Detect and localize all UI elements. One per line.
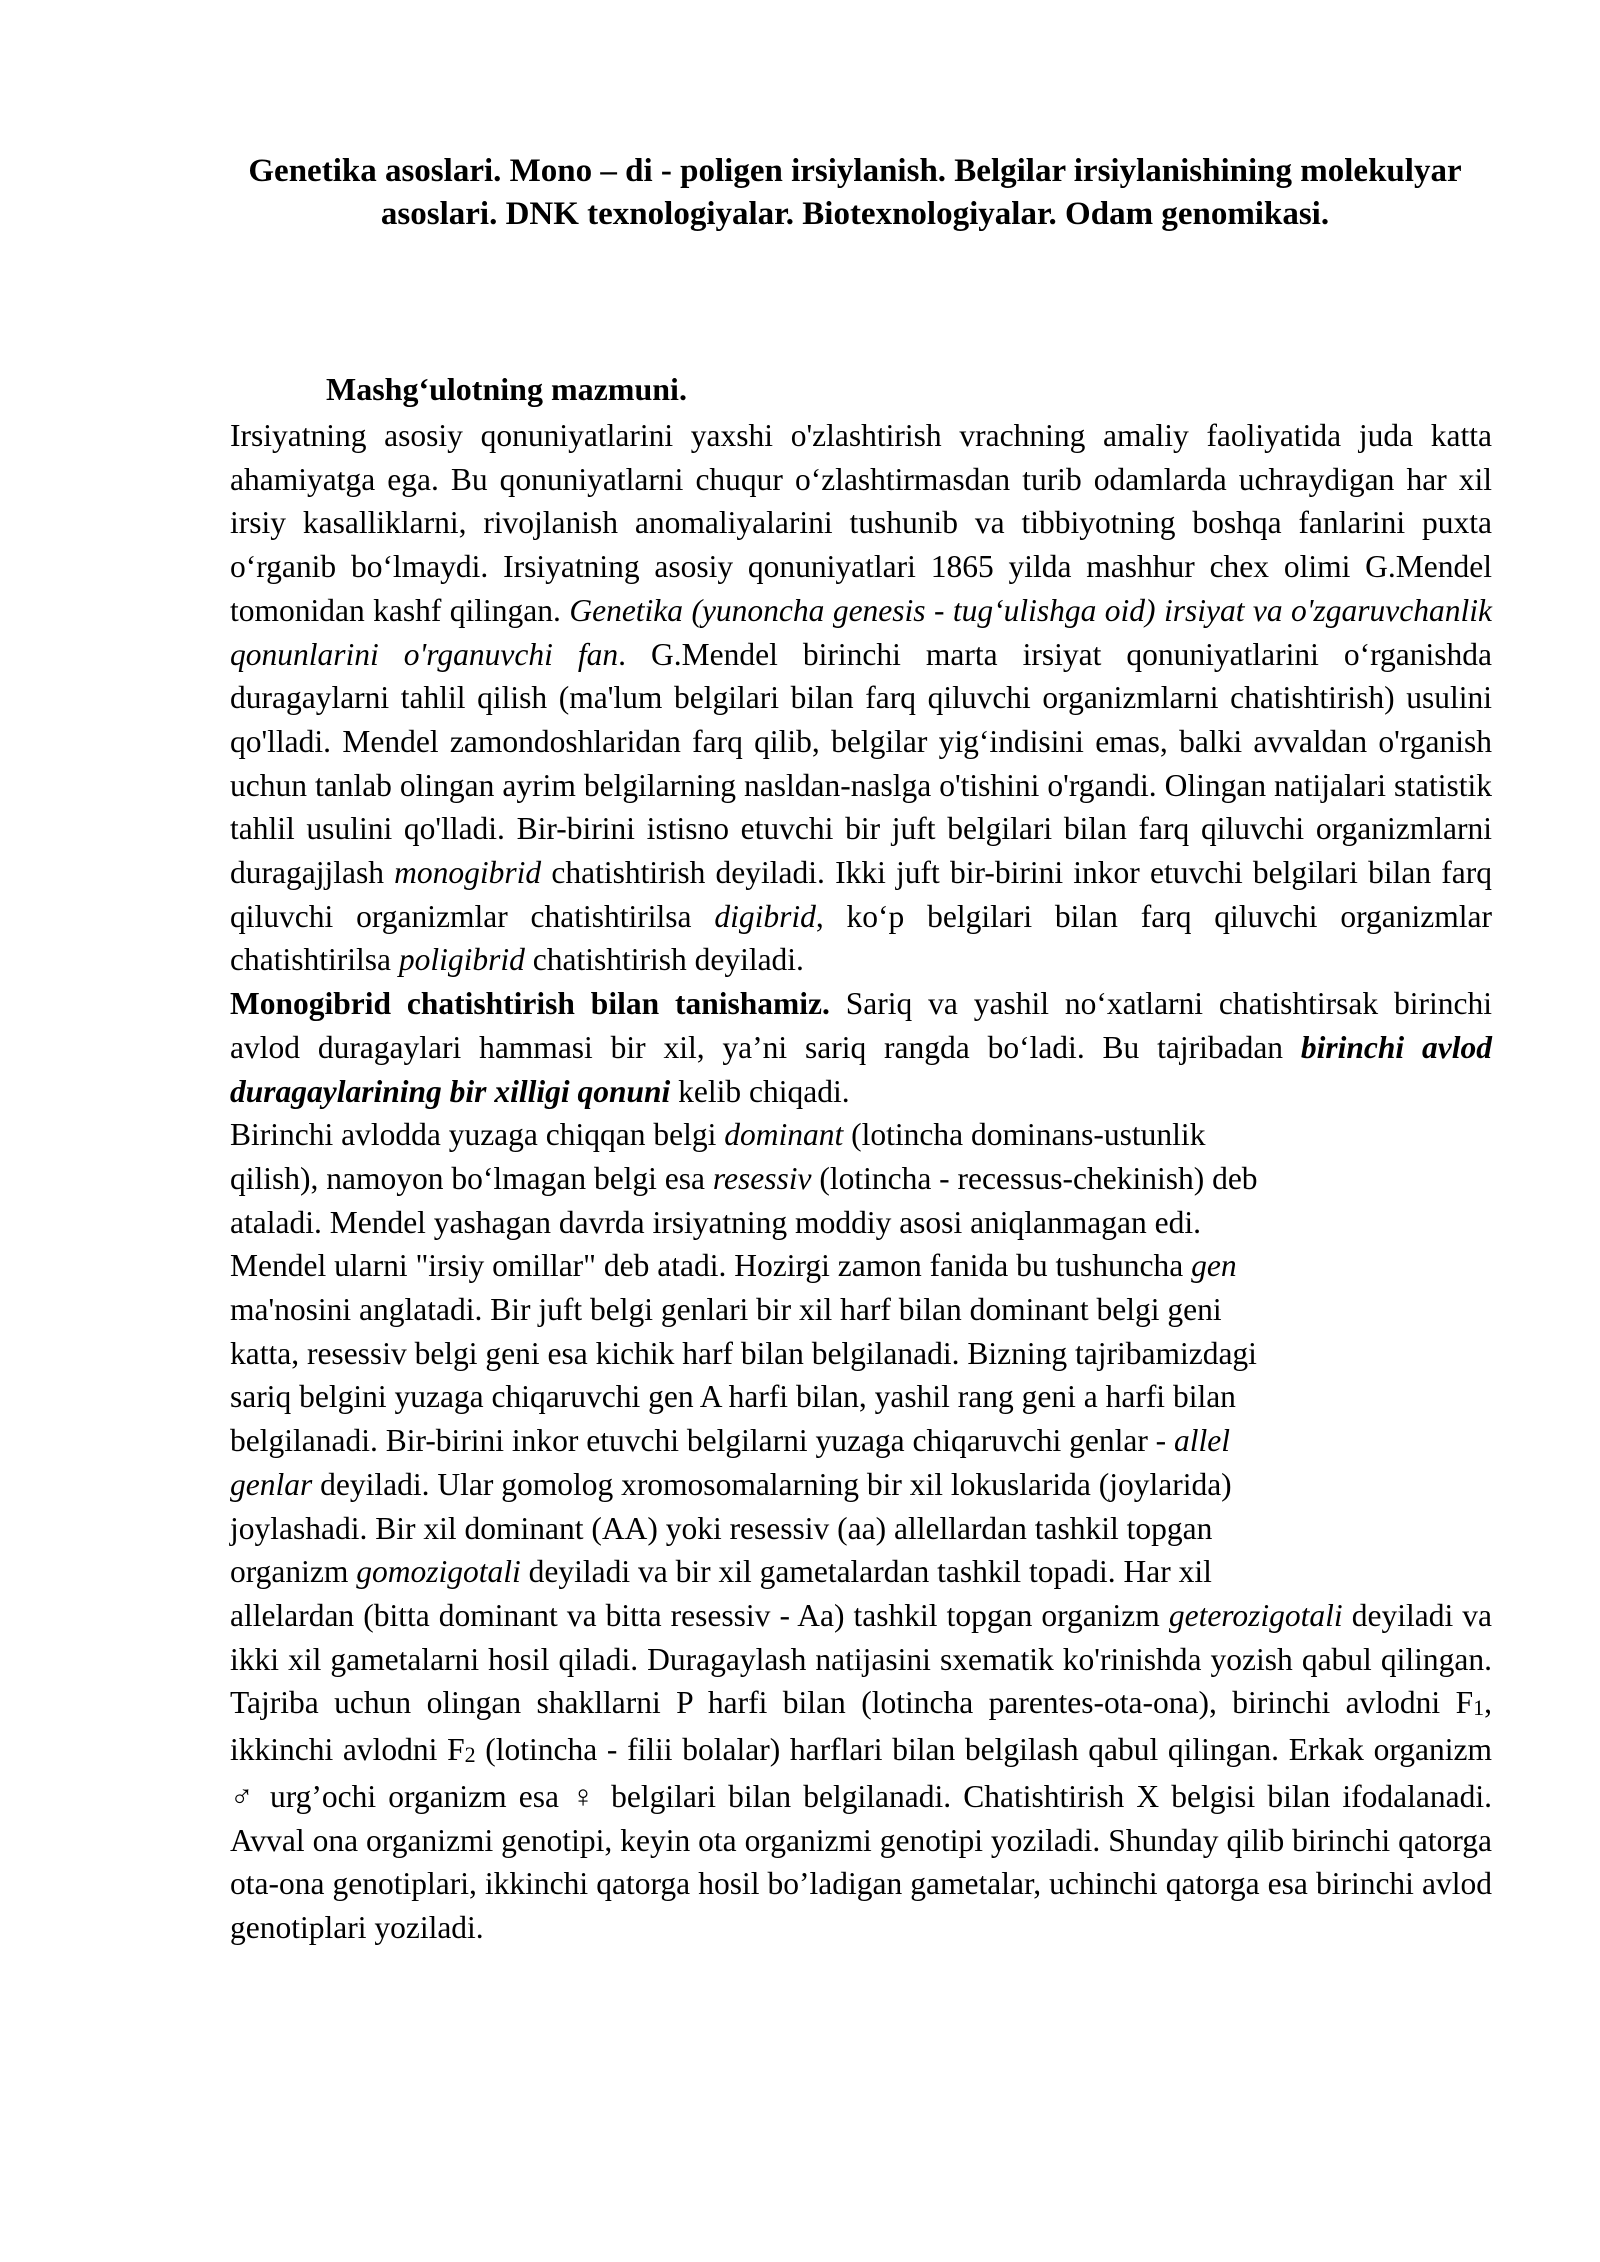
term-gomozigotali: gomozigotali [356, 1554, 521, 1590]
text-run: chatishtirish deyiladi. Ikki juft bir-birini inkor etuvchi belgilari bilan farq qiluvchi organizmlar chatishtirilsa [230, 855, 1492, 934]
term-allel: allel [1174, 1423, 1231, 1459]
document-body [230, 414, 1492, 1950]
text-run: (lotincha - recessus-chekinish) deb [811, 1160, 1258, 1196]
text-run: Sariq va yashil no‘xatlarni chatishtirsak birinchi avlod duragaylari hammasi bir xil, ya’ni sariq rangda bo‘ladi. Bu tajribadan [230, 986, 1492, 1065]
text-run: Irsiyatning asosiy qonuniyatlarini yaxshi o'zlashtirish vrachning amaliy faoliyatida juda katta ahamiyatga ega. Bu qonuniyatlarni chuqur o‘zlashtirmasdan turib odamlarda uchraydigan har xil irsiy kasalliklarni, rivojlanish anomaliyalarini tushunib va tibbiyotning boshqa fanlarini puxta o‘rganib bo‘lmaydi. Irsiyatning asosiy qonuniyatlari 1865 yilda mashhur chex olimi G.Mendel tomonidan kashf qilingan. [230, 418, 1492, 628]
text-run: (lotincha dominans-ustunlik [843, 1117, 1206, 1153]
paragraph-intro [230, 414, 1492, 982]
text-run: allelardan (bitta dominant va bitta resessiv - Aa) tashkil topgan organizm [230, 1597, 1169, 1633]
text-run: belgilanadi. Bir-birini inkor etuvchi belgilarni yuzaga chiqaruvchi genlar - [230, 1423, 1175, 1459]
text-run: deyiladi va ikki xil gametalarni hosil qiladi. Duragaylash natijasini sxematik ko'rinishda yozish qabul qilingan. Tajriba uchun olingan shakllarni P harfi bilan (lotincha parentes-ota-ona), birinchi avlodni F [230, 1597, 1492, 1721]
term-monogibrid: monogibrid [394, 855, 542, 891]
text-run: chatishtirish deyiladi. [524, 942, 804, 978]
paragraph-gen [230, 1244, 1492, 1594]
text-run: Mendel ularni "irsiy omillar" deb atadi. Hozirgi zamon fanida bu tushuncha [230, 1248, 1192, 1284]
subscript-2: 2 [464, 1742, 476, 1768]
term-resessiv: resessiv [712, 1160, 812, 1196]
text-run: qilish), namoyon bo‘lmagan belgi esa [230, 1160, 713, 1196]
text-run: sariq belgini yuzaga chiqaruvchi gen A harfi bilan, yashil rang geni a harfi bilan [230, 1379, 1236, 1415]
genetika-definition: Genetika (yunoncha genesis - tug‘ulishga oid) irsiyat va o'zgaruvchanlik qonunlarini o'rganuvchi fan [230, 592, 1492, 672]
term-gen: gen [1191, 1248, 1237, 1284]
text-run: organizm [230, 1554, 357, 1590]
paragraph-dominant [230, 1113, 1492, 1200]
subscript-1: 1 [1473, 1695, 1485, 1721]
term-geterozigotali: geterozigotali [1168, 1597, 1343, 1633]
paragraph-monogibrid [230, 982, 1492, 1113]
text-run: ataladi. Mendel yashagan davrda irsiyatning moddiy asosi aniqlanmagan edi. [230, 1204, 1201, 1240]
text-run: , ko‘p belgilari bilan farq qiluvchi organizmlar chatishtirilsa [230, 898, 1492, 978]
term-genlar: genlar [230, 1466, 313, 1502]
paragraph-geterozigotali [230, 1594, 1492, 1950]
text-run: , ikkinchi avlodni F [230, 1685, 1492, 1768]
text-run: joylashadi. Bir xil dominant (AA) yoki resessiv (aa) allellardan tashkil topgan [230, 1510, 1213, 1546]
text-run: Birinchi avlodda yuzaga chiqqan belgi [230, 1117, 725, 1153]
term-digibrid: digibrid [714, 898, 816, 934]
text-run: ma'nosini anglatadi. Bir juft belgi genlari bir xil harf bilan dominant belgi geni [230, 1292, 1222, 1328]
paragraph-mendel-era [230, 1201, 1492, 1245]
term-poligibrid: poligibrid [398, 942, 525, 978]
text-run: deyiladi. Ular gomolog xromosomalarning bir xil lokuslarida (joylarida) [312, 1466, 1232, 1502]
term-first-law: birinchi avlod duragaylarining bir xilligi qonuni [230, 1029, 1492, 1109]
document-title: Genetika asoslari. Mono – di - poligen irsiylanish. Belgilar irsiylanishining molekulyar asoslari. DNK texnologiyalar. Biotexnologiyalar. Odam genomikasi. [248, 153, 1462, 232]
text-run: deyiladi va bir xil gametalardan tashkil topadi. Har xil [520, 1554, 1212, 1590]
text-run: . G.Mendel birinchi marta irsiyat qonuniyatlarini o‘rganishda duragaylarni tahlil qilish (ma'lum belgilari bilan farq qiluvchi organizmlarni chatishtirish) usulini qo'lladi. Mendel zamondoshlaridan farq qilib, belgilar yig‘indisini emas, balki avvaldan o'rganish uchun tanlab olingan ayrim belgilarning nasldan-naslga o'tishini o'rgandi. Olingan natijalari statistik tahlil usulini qo'lladi. Bir-birini istisno etuvchi bir juft belgilari bilan farq qiluvchi organizmlarni duragajjlash [230, 636, 1492, 891]
text-run: katta, resessiv belgi geni esa kichik harf bilan belgilanadi. Bizning tajribamizdagi [230, 1335, 1257, 1371]
term-dominant: dominant [724, 1117, 844, 1153]
text-run: (lotincha - filii bolalar) harflari bilan belgilash qabul qilingan. Erkak organizm ♂ urg’ochi organizm esa ♀ belgilari bilan belgilanadi. Chatishtirish X belgisi bilan ifodalanadi. Avval ona organizmi genotipi, keyin ota organizmi genotipi yoziladi. Shunday qilib birinchi qatorga ota-ona genotiplari, ikkinchi qatorga hosil bo’ladigan gametalar, uchinchi qatorga esa birinchi avlod genotiplari yoziladi. [230, 1732, 1492, 1945]
paragraph-lead-heading: Monogibrid chatishtirish bilan tanishamiz. [230, 986, 830, 1022]
text-run: kelib chiqadi. [670, 1073, 850, 1109]
section-heading: Mashg‘ulotning mazmuni. [326, 371, 687, 407]
